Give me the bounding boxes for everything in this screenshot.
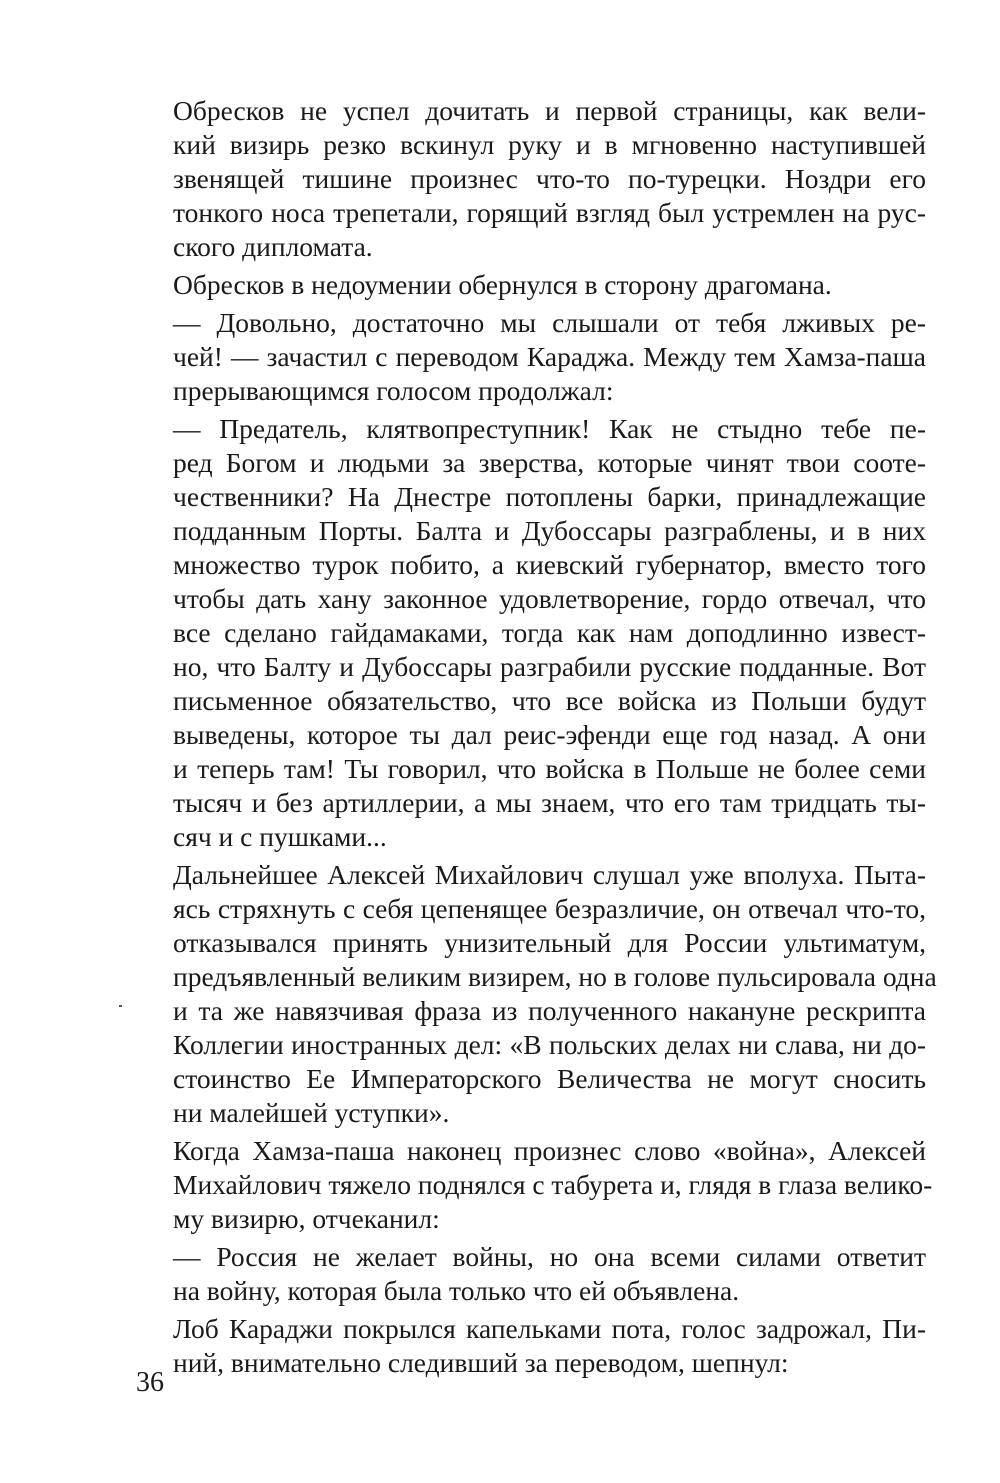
text-line: Коллегии иностранных дел: «В польских делах ни слава, ни до- (173, 1029, 926, 1060)
text-line: стоинство Ее Императорского Величества не могут сносить (173, 1063, 926, 1094)
page-body (136, 94, 937, 1384)
paragraph (136, 1312, 926, 1380)
text-line: звенящей тишине произнес что-то по-турецки. Ноздри его (173, 163, 926, 194)
paragraph (136, 306, 926, 408)
text-line: множество турок побито, а киевский губернатор, вместо того (173, 549, 926, 580)
paragraph (136, 412, 926, 854)
text-line: прерывающимся голосом продолжал: (173, 375, 614, 406)
text-line: чей! — зачастил с переводом Караджа. Между тем Хамза-паша (173, 341, 926, 372)
text-line: тысяч и без артиллерии, а мы знаем, что его там тридцать ты- (173, 787, 926, 818)
text-line: — Довольно, достаточно мы слышали от тебя лживых ре- (173, 307, 926, 338)
text-line: предъявленный великим визирем, но в голове пульсировала одна (173, 961, 937, 992)
text-line: отказывался принять унизительный для России ультиматум, (173, 927, 926, 958)
text-line: выведены, которое ты дал реис-эфенди еще год назад. А они (173, 719, 926, 750)
paragraph (136, 94, 926, 264)
text-line: на войну, которая была только что ей объявлена. (173, 1275, 740, 1306)
text-line: — Предатель, клятвопреступник! Как не стыдно тебе пе- (173, 413, 926, 444)
text-line: все сделано гайдамаками, тогда как нам доподлинно извест- (173, 617, 926, 648)
text-line: и теперь там! Ты говорил, что войска в Польше не более семи (173, 753, 926, 784)
paragraph (136, 268, 926, 302)
text-line: письменное обязательство, что все войска из Польши будут (173, 685, 926, 716)
text-line: му визирю, отчеканил: (173, 1203, 440, 1234)
text-line: Обресков в недоумении обернулся в сторону драгомана. (173, 269, 832, 300)
text-line: Лоб Караджи покрылся капельками пота, голос задрожал, Пи- (173, 1313, 926, 1344)
text-line: чтобы дать хану законное удовлетворение, гордо отвечал, что (173, 583, 926, 614)
paragraph (136, 1134, 933, 1236)
text-line: тонкого носа трепетали, горящий взгляд был устремлен на рус- (173, 197, 926, 228)
text-line: сяч и с пушками... (173, 821, 387, 852)
paragraph (136, 858, 937, 1130)
text-line: но, что Балту и Дубоссары разграбили русские подданные. Вот (173, 651, 926, 682)
text-line: подданным Порты. Балта и Дубоссары разграблены, и в них (173, 515, 926, 546)
text-line: Михайлович тяжело поднялся с табурета и, глядя в глаза велико- (173, 1169, 933, 1200)
text-line: ского дипломата. (173, 231, 373, 262)
scan-speck (119, 1005, 122, 1007)
text-line: чественники? На Днестре потоплены барки, принадлежащие (173, 481, 926, 512)
text-line: ред Богом и людьми за зверства, которые чинят твои соотe- (173, 447, 926, 478)
text-line: кий визирь резко вскинул руку и в мгновенно наступившей (173, 129, 926, 160)
text-line: ни малейшей уступки». (173, 1097, 450, 1128)
text-line: Когда Хамза-паша наконец произнес слово «война», Алексей (173, 1135, 926, 1166)
page-number: 36 (136, 1367, 164, 1398)
text-line: и та же навязчивая фраза из полученного накануне рескрипта (173, 995, 926, 1026)
text-line: Обресков не успел дочитать и первой страницы, как вели- (173, 95, 926, 126)
text-line: Дальнейшее Алексей Михайлович слушал уже вполуха. Пыта- (173, 859, 926, 890)
text-line: ясь стряхнуть с себя цепенящее безразличие, он отвечал что-то, (173, 893, 926, 924)
text-line: — Россия не желает войны, но она всеми силами ответит (173, 1241, 926, 1272)
text-line: ний, внимательно следивший за переводом, шепнул: (173, 1347, 789, 1378)
paragraph (136, 1240, 926, 1308)
